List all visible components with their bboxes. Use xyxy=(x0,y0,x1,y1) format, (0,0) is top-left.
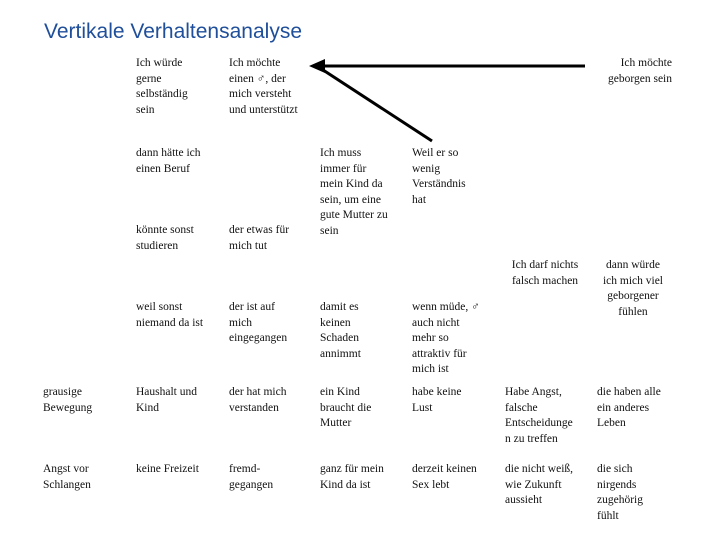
cell-r5-c3: der hat mich verstanden xyxy=(229,386,287,414)
cell-r5-c7: die haben alle ein anderes Leben xyxy=(597,386,661,429)
cell-r4-c4: damit es keinen Schaden annimmt xyxy=(320,301,361,360)
cell-r3-c7: dann würde ich mich viel geborgener fühlen xyxy=(602,259,664,318)
cell-r5-c4: ein Kind braucht die Mutter xyxy=(320,386,372,429)
cell-r3-c2: könnte sonst studieren xyxy=(136,224,194,252)
cell-r1-c2: Ich würde gerne selbständig sein xyxy=(136,57,188,116)
cell-r5-c6: Habe Angst, falsche Entscheidunge n zu treffen xyxy=(505,386,573,445)
cell-r3-c6: Ich darf nichts falsch machen xyxy=(511,259,579,287)
page-title: Vertikale Verhaltensanalyse xyxy=(44,20,302,43)
cell-r4-c5: wenn müde, ♂ auch nicht mehr so attraktiv für mich ist xyxy=(412,301,480,375)
cell-r3-c3: der etwas für mich tut xyxy=(229,224,290,252)
cell-r6-c3: fremd- gegangen xyxy=(229,463,274,491)
cell-r5-c5: habe keine Lust xyxy=(412,386,462,414)
cell-r6-c2: keine Freizeit xyxy=(136,463,199,475)
arrow-diagonal-line xyxy=(320,68,432,141)
cell-r6-c4: ganz für mein Kind da ist xyxy=(320,463,384,491)
cell-r1-c3: Ich möchte einen ♂, der mich versteht und unterstützt xyxy=(229,57,298,116)
cell-r6-c1: Angst vor Schlangen xyxy=(43,463,91,491)
cell-r6-c5: derzeit keinen Sex lebt xyxy=(412,463,477,491)
cell-r4-c2: weil sonst niemand da ist xyxy=(136,301,204,329)
cell-r6-c6: die nicht weiß, wie Zukunft aussieht xyxy=(505,463,574,506)
cell-r6-c7: die sich nirgends zugehörig fühlt xyxy=(597,463,643,522)
cell-r2-c2: dann hätte ich einen Beruf xyxy=(136,147,201,175)
cell-r4-c3: der ist auf mich eingegangen xyxy=(229,301,288,344)
cell-r2-c4: Ich muss immer für mein Kind da sein, um eine gute Mutter zu sein xyxy=(320,147,388,237)
cell-r5-c2: Haushalt und Kind xyxy=(136,386,198,414)
cell-r2-c5: Weil er so wenig Verständnis hat xyxy=(412,147,466,206)
cell-r1-c7: Ich möchte geborgen sein xyxy=(608,57,672,85)
cell-r5-c1: grausige Bewegung xyxy=(43,386,93,414)
